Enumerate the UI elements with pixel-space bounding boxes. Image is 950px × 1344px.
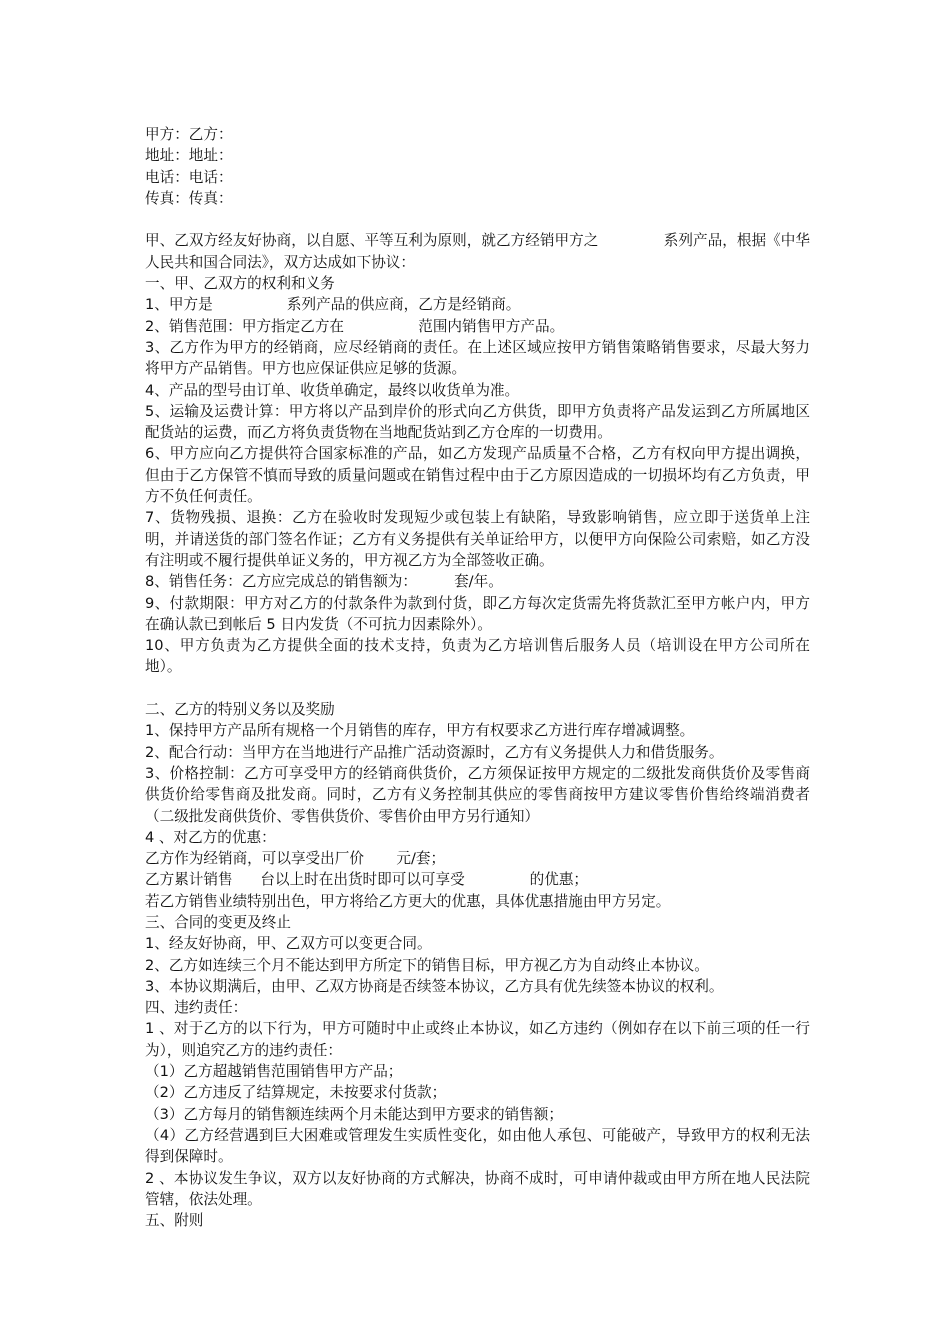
clause: 2、乙方如连续三个月不能达到甲方所定下的销售目标，甲方视乙方为自动终止本协议。 xyxy=(145,956,709,974)
clause: （1）乙方超越销售范围销售甲方产品； xyxy=(145,1063,403,1081)
section-3-title: 三、合同的变更及终止 xyxy=(145,913,291,931)
clause: 10、甲方负责为乙方提供全面的技术支持，负责为乙方培训售后服务人员（培训设在甲方公司所在地）。 xyxy=(145,637,810,676)
address-line: 地址：地址： xyxy=(145,147,233,165)
spacer xyxy=(145,678,810,699)
contract-body xyxy=(145,124,810,1231)
clause: 4、产品的型号由订单、收货单确定，最终以收货单为准。 xyxy=(145,381,520,399)
clause: 8、销售任务：乙方应完成总的销售额为： 套/年。 xyxy=(145,573,503,591)
clause: 1、经友好协商，甲、乙双方可以变更合同。 xyxy=(145,935,432,953)
clause: 1 、对于乙方的以下行为，甲方可随时中止或终止本协议，如乙方违约（例如存在以下前三项的任一行为），则追究乙方的违约责任： xyxy=(145,1020,810,1059)
section-4-title: 四、违约责任： xyxy=(145,999,248,1017)
clause: 7、货物残损、退换：乙方在验收时发现短少或包装上有缺陷，导致影响销售，应立即于送货单上注明，并请送货的部门签名作证；乙方有义务提供有关单证给甲方，以便甲方向保险公司索赔，如乙方没有注明或不履行提供单证义务的，甲方视乙方为全部签收正确。 xyxy=(145,509,810,569)
clause: 3、本协议期满后，由甲、乙双方协商是否续签本协议，乙方具有优先续签本协议的权利。 xyxy=(145,977,724,995)
party-line: 甲方：乙方： xyxy=(145,126,233,143)
phone-line: 电话：电话： xyxy=(145,168,233,186)
fax-line: 传真：传真： xyxy=(145,189,233,207)
clause: 5、运输及运费计算：甲方将以产品到岸价的形式向乙方供货，即甲方负责将产品发运到乙方所属地区配货站的运费，而乙方将负责货物在当地配货站到乙方仓库的一切费用。 xyxy=(145,402,810,442)
clause: （4）乙方经营遇到巨大困难或管理发生实质性变化，如由他人承包、可能破产，导致甲方的权利无法得到保障时。 xyxy=(145,1126,810,1166)
clause: 2 、本协议发生争议，双方以友好协商的方式解决，协商不成时，可申请仲裁或由甲方所在地人民法院管辖，依法处理。 xyxy=(145,1169,810,1208)
clause: 6、甲方应向乙方提供符合国家标准的产品，如乙方发现产品质量不合格，乙方有权向甲方提出调换，但由于乙方保管不慎而导致的质量问题或在销售过程中由于乙方原因造成的一切损坏均有乙方负责，甲方不负任何责任。 xyxy=(145,445,810,506)
clause: 4 、对乙方的优惠： xyxy=(145,828,276,846)
clause: 1、甲方是 系列产品的供应商，乙方是经销商。 xyxy=(145,296,521,314)
clause: 3、乙方作为甲方的经销商，应尽经销商的责任。在上述区域应按甲方销售策略销售要求，尽最大努力将甲方产品销售。甲方也应保证供应足够的货源。 xyxy=(145,338,810,378)
spacer xyxy=(145,209,810,230)
clause: （3）乙方每月的销售额连续两个月未能达到甲方要求的销售额； xyxy=(145,1105,563,1123)
section-1-title: 一、甲、乙双方的权利和义务 xyxy=(145,275,335,293)
clause: 2、销售范围：甲方指定乙方在 范围内销售甲方产品。 xyxy=(145,317,565,335)
clause: 3、价格控制：乙方可享受甲方的经销商供货价，乙方须保证按甲方规定的二级批发商供货价及零售商供货价给零售商及批发商。同时，乙方有义务控制其供应的零售商按甲方建议零售价售给终端消费者（二级批发商供货价、零售供货价、零售价由甲方另行通知） xyxy=(145,764,810,825)
clause: 2、配合行动：当甲方在当地进行产品推广活动资源时，乙方有义务提供人力和借货服务。 xyxy=(145,743,724,761)
clause: 乙方作为经销商，可以享受出厂价 元/套； xyxy=(145,850,446,868)
clause: 若乙方销售业绩特别出色，甲方将给乙方更大的优惠，具体优惠措施由甲方另定。 xyxy=(145,892,671,910)
intro-paragraph: 甲、乙双方经友好协商，以自愿、平等互利为原则，就乙方经销甲方之 系列产品，根据《中华人民共和国合同法》，双方达成如下协议： xyxy=(145,232,810,271)
clause: 9、付款期限：甲方对乙方的付款条件为款到付货，即乙方每次定货需先将货款汇至甲方帐户内，甲方在确认款已到帐后 5 日内发货（不可抗力因素除外）。 xyxy=(145,594,810,633)
clause: 1、保持甲方产品所有规格一个月销售的库存，甲方有权要求乙方进行库存增减调整。 xyxy=(145,722,695,740)
clause: （2）乙方违反了结算规定，未按要求付货款； xyxy=(145,1084,447,1102)
section-2-title: 二、乙方的特别义务以及奖励 xyxy=(145,701,335,719)
section-5-title: 五、附则 xyxy=(145,1212,204,1230)
clause: 乙方累计销售 台以上时在出货时即可以可享受 的优惠； xyxy=(145,871,589,889)
